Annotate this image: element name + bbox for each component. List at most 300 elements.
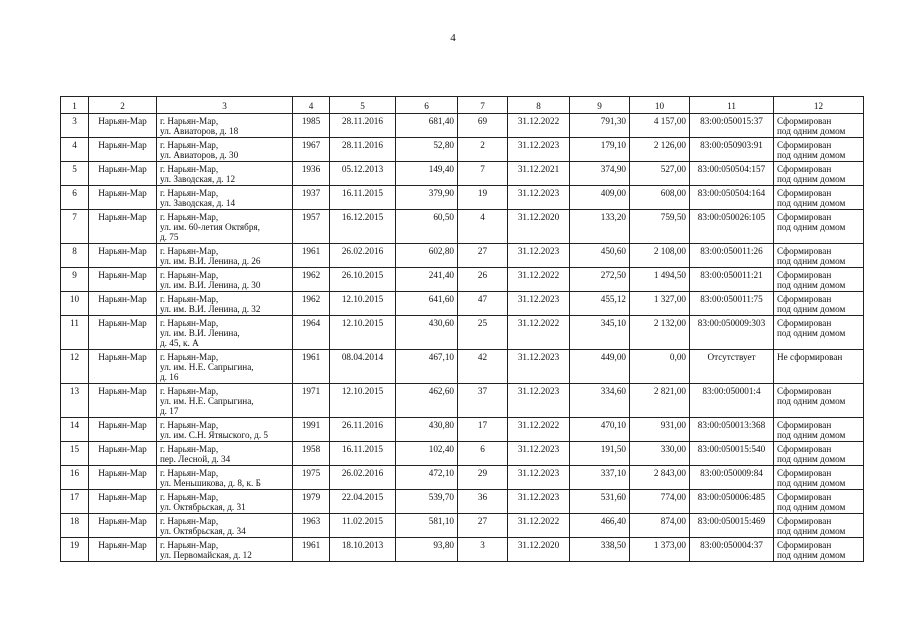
status-cell bbox=[774, 350, 864, 384]
city-cell: Нарьян-Мар bbox=[89, 316, 157, 350]
status-cell-line: под одним домом bbox=[777, 198, 846, 208]
residents-cell: 26 bbox=[458, 268, 508, 292]
status-cell bbox=[774, 114, 864, 138]
address-cell bbox=[157, 490, 293, 514]
address-cell bbox=[157, 268, 293, 292]
address-cell-line: ул. им. В.И. Ленина, bbox=[160, 328, 240, 338]
plan-date-cell: 31.12.2023 bbox=[508, 384, 570, 418]
column-header: 3 bbox=[157, 97, 293, 114]
status-cell-line: под одним домом bbox=[777, 280, 846, 290]
area-cell: 472,10 bbox=[396, 466, 458, 490]
land-area-cell: 2 126,00 bbox=[630, 138, 690, 162]
area-cell: 602,80 bbox=[396, 244, 458, 268]
column-header: 1 bbox=[61, 97, 89, 114]
table-row bbox=[61, 384, 864, 418]
land-area-cell: 2 132,00 bbox=[630, 316, 690, 350]
plan-date-cell: 31.12.2022 bbox=[508, 514, 570, 538]
land-area-cell: 931,00 bbox=[630, 418, 690, 442]
row-number-cell: 16 bbox=[61, 466, 89, 490]
cadastral-number-cell: 83:00:050504:164 bbox=[690, 186, 774, 210]
address-cell bbox=[157, 316, 293, 350]
address-cell-line: ул. Октябрьская, д. 34 bbox=[160, 526, 246, 536]
address-cell-line: г. Нарьян-Мар, bbox=[160, 492, 219, 502]
residents-cell: 6 bbox=[458, 442, 508, 466]
cadastral-number-cell: 83:00:050001:4 bbox=[690, 384, 774, 418]
city-cell: Нарьян-Мар bbox=[89, 538, 157, 562]
table-row bbox=[61, 292, 864, 316]
area2-cell: 374,90 bbox=[570, 162, 630, 186]
plan-date-cell: 31.12.2023 bbox=[508, 138, 570, 162]
table-row bbox=[61, 138, 864, 162]
date-cell: 22.04.2015 bbox=[330, 490, 396, 514]
row-number-cell: 10 bbox=[61, 292, 89, 316]
address-cell-line: г. Нарьян-Мар, bbox=[160, 116, 219, 126]
year-cell: 1985 bbox=[293, 114, 330, 138]
address-cell bbox=[157, 350, 293, 384]
year-cell: 1937 bbox=[293, 186, 330, 210]
plan-date-cell: 31.12.2023 bbox=[508, 466, 570, 490]
status-cell bbox=[774, 384, 864, 418]
cadastral-number-cell: 83:00:050011:75 bbox=[690, 292, 774, 316]
address-cell-line: г. Нарьян-Мар, bbox=[160, 188, 219, 198]
row-number-cell: 6 bbox=[61, 186, 89, 210]
address-cell bbox=[157, 514, 293, 538]
area-cell: 430,60 bbox=[396, 316, 458, 350]
residents-cell: 69 bbox=[458, 114, 508, 138]
cadastral-number-cell: 83:00:050504:157 bbox=[690, 162, 774, 186]
area2-cell: 191,50 bbox=[570, 442, 630, 466]
row-number-cell: 17 bbox=[61, 490, 89, 514]
date-cell: 05.12.2013 bbox=[330, 162, 396, 186]
table-row bbox=[61, 466, 864, 490]
year-cell: 1961 bbox=[293, 350, 330, 384]
city-cell: Нарьян-Мар bbox=[89, 268, 157, 292]
page-number: 4 bbox=[450, 32, 456, 44]
city-cell: Нарьян-Мар bbox=[89, 244, 157, 268]
column-header: 11 bbox=[690, 97, 774, 114]
land-area-cell: 608,00 bbox=[630, 186, 690, 210]
land-area-cell: 527,00 bbox=[630, 162, 690, 186]
year-cell: 1962 bbox=[293, 292, 330, 316]
date-cell: 12.10.2015 bbox=[330, 292, 396, 316]
address-cell-line: г. Нарьян-Мар, bbox=[160, 164, 219, 174]
city-cell: Нарьян-Мар bbox=[89, 186, 157, 210]
table-row bbox=[61, 210, 864, 244]
area-cell: 102,40 bbox=[396, 442, 458, 466]
address-cell-line: г. Нарьян-Мар, bbox=[160, 212, 219, 222]
area-cell: 52,80 bbox=[396, 138, 458, 162]
row-number-cell: 18 bbox=[61, 514, 89, 538]
address-cell bbox=[157, 466, 293, 490]
status-cell bbox=[774, 316, 864, 350]
area2-cell: 272,50 bbox=[570, 268, 630, 292]
address-cell-line: д. 75 bbox=[160, 232, 179, 242]
address-cell-line: г. Нарьян-Мар, bbox=[160, 294, 219, 304]
date-cell: 12.10.2015 bbox=[330, 384, 396, 418]
status-cell bbox=[774, 244, 864, 268]
cadastral-number-cell: 83:00:050013:368 bbox=[690, 418, 774, 442]
status-cell-line: под одним домом bbox=[777, 526, 846, 536]
housing-registry-table bbox=[60, 96, 864, 562]
area2-cell: 345,10 bbox=[570, 316, 630, 350]
status-cell bbox=[774, 418, 864, 442]
area-cell: 430,80 bbox=[396, 418, 458, 442]
plan-date-cell: 31.12.2023 bbox=[508, 442, 570, 466]
address-cell-line: д. 16 bbox=[160, 372, 179, 382]
address-cell bbox=[157, 162, 293, 186]
area-cell: 379,90 bbox=[396, 186, 458, 210]
status-cell-line: под одним домом bbox=[777, 502, 846, 512]
city-cell: Нарьян-Мар bbox=[89, 490, 157, 514]
cadastral-number-cell: 83:00:050015:469 bbox=[690, 514, 774, 538]
year-cell: 1991 bbox=[293, 418, 330, 442]
cadastral-number-cell: 83:00:050903:91 bbox=[690, 138, 774, 162]
date-cell: 26.11.2016 bbox=[330, 418, 396, 442]
status-cell-line: под одним домом bbox=[777, 256, 846, 266]
row-number-cell: 11 bbox=[61, 316, 89, 350]
address-cell-line: г. Нарьян-Мар, bbox=[160, 444, 219, 454]
table-row bbox=[61, 268, 864, 292]
land-area-cell: 330,00 bbox=[630, 442, 690, 466]
residents-cell: 42 bbox=[458, 350, 508, 384]
area2-cell: 470,10 bbox=[570, 418, 630, 442]
area2-cell: 449,00 bbox=[570, 350, 630, 384]
status-cell bbox=[774, 490, 864, 514]
row-number-cell: 7 bbox=[61, 210, 89, 244]
area2-cell: 337,10 bbox=[570, 466, 630, 490]
address-cell-line: г. Нарьян-Мар, bbox=[160, 516, 219, 526]
address-cell-line: ул. Первомайская, д. 12 bbox=[160, 550, 252, 560]
status-cell-line: под одним домом bbox=[777, 150, 846, 160]
address-cell bbox=[157, 210, 293, 244]
year-cell: 1961 bbox=[293, 538, 330, 562]
status-cell bbox=[774, 186, 864, 210]
cadastral-number-cell: 83:00:050004:37 bbox=[690, 538, 774, 562]
city-cell: Нарьян-Мар bbox=[89, 138, 157, 162]
address-cell bbox=[157, 114, 293, 138]
area-cell: 467,10 bbox=[396, 350, 458, 384]
city-cell: Нарьян-Мар bbox=[89, 514, 157, 538]
residents-cell: 3 bbox=[458, 538, 508, 562]
address-cell-line: д. 45, к. А bbox=[160, 338, 199, 348]
table-row bbox=[61, 538, 864, 562]
year-cell: 1964 bbox=[293, 316, 330, 350]
address-cell-line: г. Нарьян-Мар, bbox=[160, 420, 219, 430]
address-cell-line: г. Нарьян-Мар, bbox=[160, 386, 219, 396]
address-cell-line: ул. им. Н.Е. Сапрыгина, bbox=[160, 396, 254, 406]
column-header: 12 bbox=[774, 97, 864, 114]
cadastral-number-cell: 83:00:050015:37 bbox=[690, 114, 774, 138]
area-cell: 60,50 bbox=[396, 210, 458, 244]
plan-date-cell: 31.12.2023 bbox=[508, 292, 570, 316]
address-cell-line: ул. Октябрьская, д. 31 bbox=[160, 502, 246, 512]
address-cell-line: ул. им. Н.Е. Сапрыгина, bbox=[160, 362, 254, 372]
year-cell: 1963 bbox=[293, 514, 330, 538]
plan-date-cell: 31.12.2023 bbox=[508, 350, 570, 384]
plan-date-cell: 31.12.2022 bbox=[508, 316, 570, 350]
area-cell: 581,10 bbox=[396, 514, 458, 538]
city-cell: Нарьян-Мар bbox=[89, 384, 157, 418]
city-cell: Нарьян-Мар bbox=[89, 418, 157, 442]
row-number-cell: 13 bbox=[61, 384, 89, 418]
plan-date-cell: 31.12.2021 bbox=[508, 162, 570, 186]
area2-cell: 466,40 bbox=[570, 514, 630, 538]
status-cell-line: Сформирован bbox=[777, 164, 832, 174]
plan-date-cell: 31.12.2020 bbox=[508, 210, 570, 244]
residents-cell: 4 bbox=[458, 210, 508, 244]
city-cell: Нарьян-Мар bbox=[89, 466, 157, 490]
address-cell bbox=[157, 186, 293, 210]
status-cell bbox=[774, 292, 864, 316]
status-cell-line: под одним домом bbox=[777, 478, 846, 488]
row-number-cell: 4 bbox=[61, 138, 89, 162]
land-area-cell: 874,00 bbox=[630, 514, 690, 538]
year-cell: 1967 bbox=[293, 138, 330, 162]
date-cell: 28.11.2016 bbox=[330, 138, 396, 162]
residents-cell: 27 bbox=[458, 244, 508, 268]
residents-cell: 7 bbox=[458, 162, 508, 186]
status-cell-line: Сформирован bbox=[777, 116, 832, 126]
year-cell: 1962 bbox=[293, 268, 330, 292]
cadastral-number-cell: Отсутствует bbox=[690, 350, 774, 384]
address-cell-line: г. Нарьян-Мар, bbox=[160, 318, 219, 328]
area-cell: 241,40 bbox=[396, 268, 458, 292]
plan-date-cell: 31.12.2020 bbox=[508, 538, 570, 562]
plan-date-cell: 31.12.2022 bbox=[508, 418, 570, 442]
date-cell: 12.10.2015 bbox=[330, 316, 396, 350]
area2-cell: 409,00 bbox=[570, 186, 630, 210]
column-header: 10 bbox=[630, 97, 690, 114]
address-cell-line: ул. Меньшикова, д. 8, к. Б bbox=[160, 478, 261, 488]
address-cell-line: ул. им. В.И. Ленина, д. 32 bbox=[160, 304, 261, 314]
city-cell: Нарьян-Мар bbox=[89, 114, 157, 138]
year-cell: 1957 bbox=[293, 210, 330, 244]
area2-cell: 179,10 bbox=[570, 138, 630, 162]
date-cell: 11.02.2015 bbox=[330, 514, 396, 538]
status-cell-line: Сформирован bbox=[777, 540, 832, 550]
land-area-cell: 1 373,00 bbox=[630, 538, 690, 562]
cadastral-number-cell: 83:00:050026:105 bbox=[690, 210, 774, 244]
column-header: 8 bbox=[508, 97, 570, 114]
plan-date-cell: 31.12.2023 bbox=[508, 186, 570, 210]
address-cell-line: ул. Авиаторов, д. 30 bbox=[160, 150, 239, 160]
address-cell-line: ул. им. В.И. Ленина, д. 26 bbox=[160, 256, 261, 266]
area-cell: 641,60 bbox=[396, 292, 458, 316]
year-cell: 1936 bbox=[293, 162, 330, 186]
table-row bbox=[61, 162, 864, 186]
address-cell bbox=[157, 244, 293, 268]
area2-cell: 133,20 bbox=[570, 210, 630, 244]
land-area-cell: 0,00 bbox=[630, 350, 690, 384]
date-cell: 26.02.2016 bbox=[330, 244, 396, 268]
land-area-cell: 4 157,00 bbox=[630, 114, 690, 138]
cadastral-number-cell: 83:00:050006:485 bbox=[690, 490, 774, 514]
address-cell-line: ул. Заводская, д. 12 bbox=[160, 174, 236, 184]
area-cell: 681,40 bbox=[396, 114, 458, 138]
row-number-cell: 5 bbox=[61, 162, 89, 186]
address-cell-line: д. 17 bbox=[160, 406, 179, 416]
residents-cell: 17 bbox=[458, 418, 508, 442]
cadastral-number-cell: 83:00:050009:303 bbox=[690, 316, 774, 350]
land-area-cell: 1 327,00 bbox=[630, 292, 690, 316]
cadastral-number-cell: 83:00:050011:26 bbox=[690, 244, 774, 268]
plan-date-cell: 31.12.2022 bbox=[508, 114, 570, 138]
row-number-cell: 12 bbox=[61, 350, 89, 384]
status-cell bbox=[774, 268, 864, 292]
row-number-cell: 19 bbox=[61, 538, 89, 562]
column-header: 2 bbox=[89, 97, 157, 114]
table-body bbox=[61, 114, 864, 562]
residents-cell: 36 bbox=[458, 490, 508, 514]
status-cell-line: Сформирован bbox=[777, 212, 832, 222]
row-number-cell: 3 bbox=[61, 114, 89, 138]
area2-cell: 338,50 bbox=[570, 538, 630, 562]
address-cell-line: г. Нарьян-Мар, bbox=[160, 246, 219, 256]
area2-cell: 334,60 bbox=[570, 384, 630, 418]
cadastral-number-cell: 83:00:050011:21 bbox=[690, 268, 774, 292]
address-cell bbox=[157, 442, 293, 466]
status-cell-line: под одним домом bbox=[777, 126, 846, 136]
date-cell: 28.11.2016 bbox=[330, 114, 396, 138]
status-cell-line: под одним домом bbox=[777, 328, 846, 338]
address-cell-line: ул. им. В.И. Ленина, д. 30 bbox=[160, 280, 261, 290]
land-area-cell: 1 494,50 bbox=[630, 268, 690, 292]
area-cell: 93,80 bbox=[396, 538, 458, 562]
address-cell-line: ул. Заводская, д. 14 bbox=[160, 198, 236, 208]
date-cell: 08.04.2014 bbox=[330, 350, 396, 384]
residents-cell: 47 bbox=[458, 292, 508, 316]
column-header: 6 bbox=[396, 97, 458, 114]
area-cell: 462,60 bbox=[396, 384, 458, 418]
area-cell: 149,40 bbox=[396, 162, 458, 186]
status-cell-line: Сформирован bbox=[777, 270, 832, 280]
table-row bbox=[61, 186, 864, 210]
city-cell: Нарьян-Мар bbox=[89, 210, 157, 244]
land-area-cell: 2 843,00 bbox=[630, 466, 690, 490]
status-cell-line: под одним домом bbox=[777, 174, 846, 184]
column-header: 9 bbox=[570, 97, 630, 114]
address-cell bbox=[157, 138, 293, 162]
status-cell-line: Сформирован bbox=[777, 386, 832, 396]
date-cell: 16.11.2015 bbox=[330, 186, 396, 210]
status-cell-line: под одним домом bbox=[777, 430, 846, 440]
status-cell-line: Сформирован bbox=[777, 492, 832, 502]
residents-cell: 27 bbox=[458, 514, 508, 538]
address-cell-line: г. Нарьян-Мар, bbox=[160, 468, 219, 478]
status-cell bbox=[774, 538, 864, 562]
row-number-cell: 8 bbox=[61, 244, 89, 268]
status-cell bbox=[774, 162, 864, 186]
area2-cell: 791,30 bbox=[570, 114, 630, 138]
land-area-cell: 2 821,00 bbox=[630, 384, 690, 418]
status-cell-line: Сформирован bbox=[777, 294, 832, 304]
status-cell-line: Сформирован bbox=[777, 318, 832, 328]
city-cell: Нарьян-Мар bbox=[89, 350, 157, 384]
cadastral-number-cell: 83:00:050015:540 bbox=[690, 442, 774, 466]
row-number-cell: 14 bbox=[61, 418, 89, 442]
address-cell bbox=[157, 418, 293, 442]
address-cell-line: ул. им. 60-летия Октября, bbox=[160, 222, 260, 232]
city-cell: Нарьян-Мар bbox=[89, 292, 157, 316]
address-cell-line: г. Нарьян-Мар, bbox=[160, 140, 219, 150]
area2-cell: 531,60 bbox=[570, 490, 630, 514]
status-cell-line: Сформирован bbox=[777, 140, 832, 150]
year-cell: 1971 bbox=[293, 384, 330, 418]
address-cell bbox=[157, 292, 293, 316]
status-cell-line: под одним домом bbox=[777, 454, 846, 464]
status-cell-line: под одним домом bbox=[777, 550, 846, 560]
status-cell-line: Не сформирован bbox=[777, 352, 843, 362]
date-cell: 16.12.2015 bbox=[330, 210, 396, 244]
row-number-cell: 15 bbox=[61, 442, 89, 466]
table-row bbox=[61, 350, 864, 384]
plan-date-cell: 31.12.2023 bbox=[508, 244, 570, 268]
residents-cell: 19 bbox=[458, 186, 508, 210]
status-cell-line: Сформирован bbox=[777, 246, 832, 256]
plan-date-cell: 31.12.2022 bbox=[508, 268, 570, 292]
table-row bbox=[61, 244, 864, 268]
area2-cell: 450,60 bbox=[570, 244, 630, 268]
address-cell-line: г. Нарьян-Мар, bbox=[160, 352, 219, 362]
status-cell bbox=[774, 138, 864, 162]
year-cell: 1979 bbox=[293, 490, 330, 514]
status-cell-line: Сформирован bbox=[777, 420, 832, 430]
status-cell-line: Сформирован bbox=[777, 468, 832, 478]
area2-cell: 455,12 bbox=[570, 292, 630, 316]
year-cell: 1958 bbox=[293, 442, 330, 466]
residents-cell: 2 bbox=[458, 138, 508, 162]
date-cell: 16.11.2015 bbox=[330, 442, 396, 466]
city-cell: Нарьян-Мар bbox=[89, 162, 157, 186]
address-cell bbox=[157, 384, 293, 418]
address-cell bbox=[157, 538, 293, 562]
column-header: 4 bbox=[293, 97, 330, 114]
address-cell-line: ул. им. С.Н. Ятяыского, д. 5 bbox=[160, 430, 269, 440]
land-area-cell: 759,50 bbox=[630, 210, 690, 244]
residents-cell: 25 bbox=[458, 316, 508, 350]
status-cell bbox=[774, 442, 864, 466]
table-row bbox=[61, 514, 864, 538]
plan-date-cell: 31.12.2023 bbox=[508, 490, 570, 514]
column-header: 5 bbox=[330, 97, 396, 114]
status-cell-line: Сформирован bbox=[777, 516, 832, 526]
status-cell-line: под одним домом bbox=[777, 396, 846, 406]
status-cell bbox=[774, 466, 864, 490]
address-cell-line: пер. Лесной, д. 34 bbox=[160, 454, 231, 464]
date-cell: 26.10.2015 bbox=[330, 268, 396, 292]
table-row bbox=[61, 442, 864, 466]
table-row bbox=[61, 316, 864, 350]
city-cell: Нарьян-Мар bbox=[89, 442, 157, 466]
table-row bbox=[61, 418, 864, 442]
status-cell bbox=[774, 210, 864, 244]
land-area-cell: 774,00 bbox=[630, 490, 690, 514]
table-header-row bbox=[61, 97, 864, 114]
status-cell-line: Сформирован bbox=[777, 444, 832, 454]
date-cell: 18.10.2013 bbox=[330, 538, 396, 562]
row-number-cell: 9 bbox=[61, 268, 89, 292]
table-row bbox=[61, 490, 864, 514]
table-row bbox=[61, 114, 864, 138]
residents-cell: 29 bbox=[458, 466, 508, 490]
address-cell-line: г. Нарьян-Мар, bbox=[160, 540, 219, 550]
cadastral-number-cell: 83:00:050009:84 bbox=[690, 466, 774, 490]
year-cell: 1961 bbox=[293, 244, 330, 268]
address-cell-line: г. Нарьян-Мар, bbox=[160, 270, 219, 280]
residents-cell: 37 bbox=[458, 384, 508, 418]
status-cell bbox=[774, 514, 864, 538]
status-cell-line: под одним домом bbox=[777, 222, 846, 232]
